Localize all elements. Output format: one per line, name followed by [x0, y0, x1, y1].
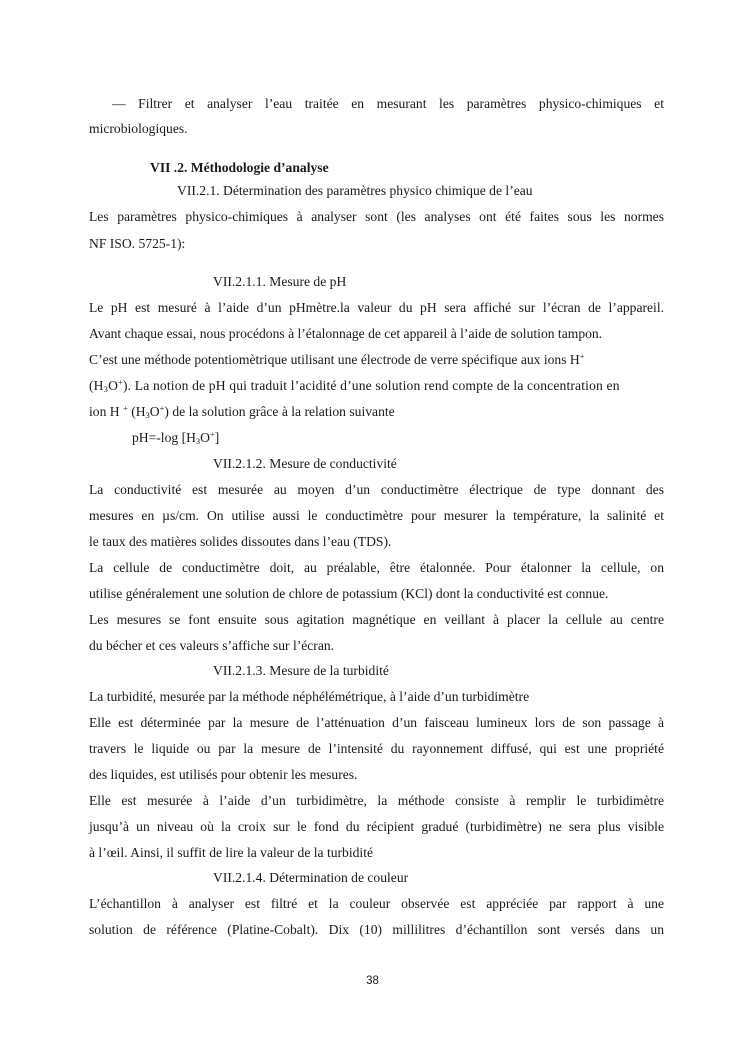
turbidity-paragraph-line-7: à l’œil. Ainsi, il suffit de lire la valeur de la turbidité — [89, 845, 374, 860]
text-fragment: (H — [127, 404, 146, 419]
ph-paragraph-line-2: Avant chaque essai, nous procédons à l’étalonnage de cet appareil à l’aide de solution tampon. — [89, 326, 603, 341]
paragraph-intro-line-2: NF ISO. 5725-1): — [89, 236, 186, 251]
conductivity-paragraph-line-1: La conductivité est mesurée au moyen d’un conductimètre électrique de type donnant des — [89, 482, 664, 497]
ph-paragraph-line-3-text: C’est une méthode potentiomètrique utilisant une électrode de verre spécifique aux ions H — [89, 352, 580, 367]
heading-color: VII.2.1.4. Détermination de couleur — [213, 870, 409, 885]
heading-conductivity: VII.2.1.2. Mesure de conductivité — [213, 456, 397, 471]
superscript-plus: + — [579, 351, 585, 361]
subscript-three: 3 — [145, 410, 150, 420]
bullet-line-1: — Filtrer et analyser l’eau traitée en mesurant les paramètres physico-chimiques et — [112, 96, 664, 111]
color-paragraph-line-2: solution de référence (Platine-Cobalt). Dix (10) millilitres d’échantillon sont versés dans un — [89, 922, 664, 937]
turbidity-paragraph-line-2: Elle est déterminée par la mesure de l’atténuation d’un faisceau lumineux lors de son passage à — [89, 715, 664, 730]
text-fragment: ion H — [89, 404, 120, 419]
conductivity-paragraph-line-3: le taux des matières solides dissoutes dans l’eau (TDS). — [89, 534, 392, 549]
superscript-plus: + — [159, 403, 165, 413]
cell-paragraph-line-3: Les mesures se font ensuite sous agitation magnétique en veillant à placer la cellule au centre — [89, 612, 664, 627]
text-fragment: (H — [89, 378, 104, 393]
conductivity-paragraph-line-2: mesures en µs/cm. On utilise aussi le conductimètre pour mesurer la température, la salinité et — [89, 508, 664, 523]
ph-paragraph-line-1: Le pH est mesuré à l’aide d’un pHmètre.la valeur du pH sera affiché sur l’écran de l’appareil. — [89, 300, 664, 315]
cell-paragraph-line-2: utilise généralement une solution de chlore de potassium (KCl) dont la conductivité est connue. — [89, 586, 609, 601]
superscript-plus: + — [210, 429, 215, 439]
page-number: 38 — [366, 975, 379, 987]
text-fragment: ] — [214, 430, 220, 445]
turbidity-paragraph-line-1: La turbidité, mesurée par la méthode néphélémétrique, à l’aide d’un turbidimètre — [89, 689, 530, 704]
ph-paragraph-line-4 — [89, 378, 664, 394]
subscript-three: 3 — [195, 436, 201, 446]
cell-paragraph-line-1: La cellule de conductimètre doit, au préalable, être étalonnée. Pour étalonner la cellule, on — [89, 560, 664, 575]
text-fragment: O — [108, 378, 119, 393]
paragraph-intro-line-1: Les paramètres physico-chimiques à analyser sont (les analyses ont été faites sous les normes — [89, 209, 664, 224]
color-paragraph-line-1: L’échantillon à analyser est filtré et la couleur observée est appréciée par rapport à une — [89, 896, 664, 911]
section-heading-vii2: VII .2. Méthodologie d’analyse — [150, 160, 329, 175]
superscript-plus: + — [118, 377, 123, 387]
subscript-three: 3 — [103, 384, 109, 394]
heading-turbidity: VII.2.1.3. Mesure de la turbidité — [213, 663, 389, 678]
text-fragment: pH=-log [H — [132, 430, 196, 445]
ph-paragraph-line-3 — [89, 352, 664, 368]
turbidity-paragraph-line-3: travers le liquide ou par la mesure de l’intensité du rayonnement diffusé, qui est une propriété — [89, 741, 664, 756]
bullet-line-2: microbiologiques. — [89, 121, 188, 136]
text-fragment: ) de la solution grâce à la relation suivante — [164, 404, 395, 419]
heading-ph-measure: VII.2.1.1. Mesure de pH — [213, 274, 347, 289]
text-fragment: O — [200, 430, 210, 445]
ph-paragraph-line-5 — [89, 404, 664, 420]
turbidity-paragraph-line-5: Elle est mesurée à l’aide d’un turbidimètre, la méthode consiste à remplir le turbidimètre — [89, 793, 664, 808]
cell-paragraph-line-4: du bécher et ces valeurs s’affiche sur l’écran. — [89, 638, 335, 653]
superscript-plus: + — [123, 403, 128, 413]
ph-formula — [132, 430, 707, 446]
turbidity-paragraph-line-6: jusqu’à un niveau où la croix sur le fond du récipient gradué (turbidimètre) ne sera plus visible — [89, 819, 664, 834]
subsection-heading-vii21: VII.2.1. Détermination des paramètres physico chimique de l’eau — [177, 183, 533, 198]
turbidity-paragraph-line-4: des liquides, est utilisés pour obtenir les mesures. — [89, 767, 358, 782]
text-fragment: ). La notion de pH qui traduit l’acidité d’une solution rend compte de la concentration en — [122, 378, 620, 393]
text-fragment: O — [149, 404, 160, 419]
